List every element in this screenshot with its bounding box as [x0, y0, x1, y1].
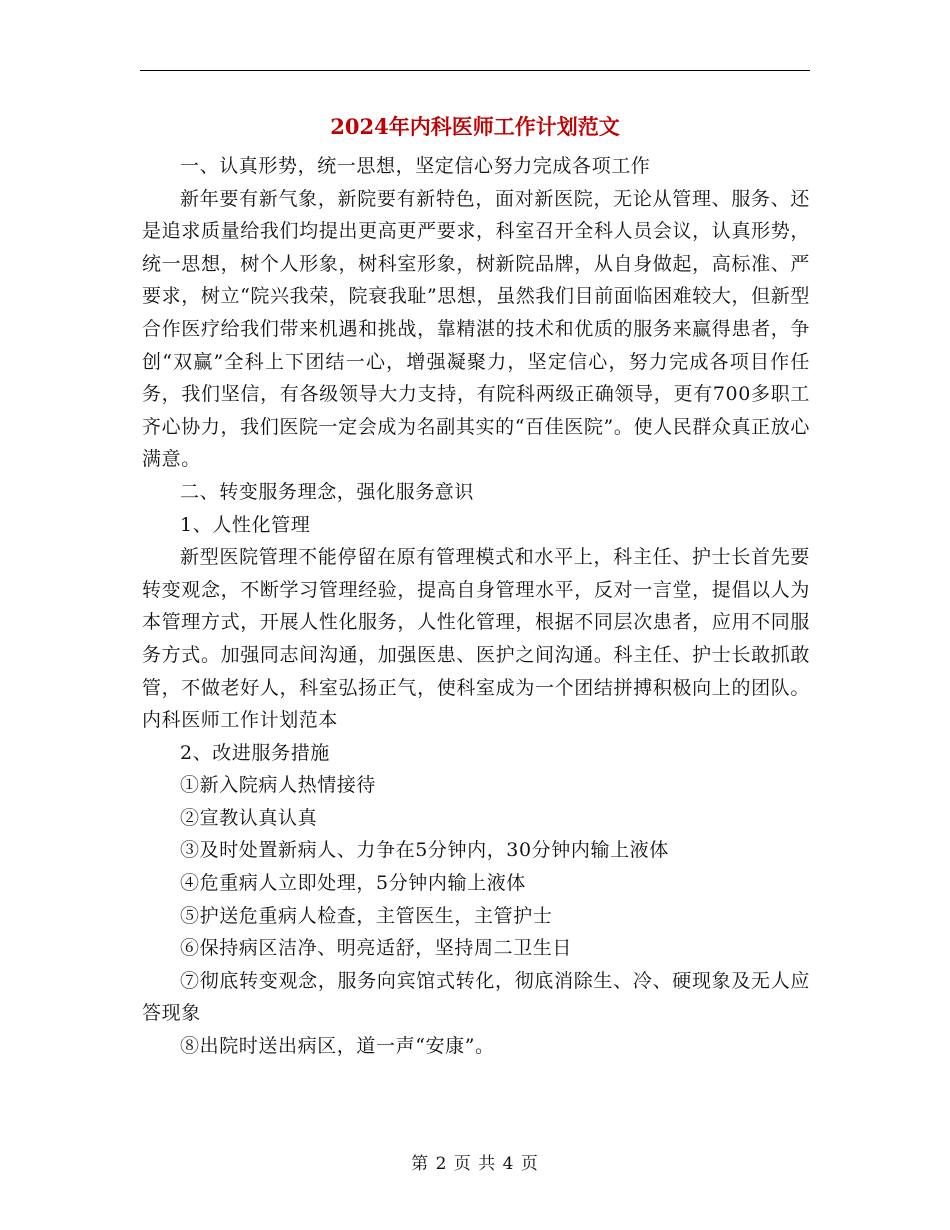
subsection-heading: 2、改进服务措施: [180, 741, 330, 764]
section-heading: 一、认真形势，统一思想，坚定信心努力完成各项工作: [180, 155, 651, 177]
document-body: [142, 150, 810, 1063]
document-title: 2024年内科医师工作计划范文: [330, 114, 620, 139]
body-paragraph: 新型医院管理不能停留在原有管理模式和水平上，科主任、护士长首先要转变观念，不断学习管理经验，提高自身管理水平，反对一言堂，提倡以人为本管理方式，开展人性化服务，人性化管理，根据不同层次患者，应用不同服务方式。加强同志间沟通，加强医患、医护之间沟通。科主任、护士长敢抓敢管，不做老好人，科室弘扬正气，使科室成为一个团结拼搏积极向上的团队。内科医师工作计划范本: [142, 546, 810, 732]
list-item: ⑥保持病区洁净、明亮适舒，坚持周二卫生日: [180, 937, 573, 960]
list-item: ⑧出院时送出病区，道一声“安康”。: [180, 1035, 495, 1058]
list-item: ③及时处置新病人、力争在5分钟内，30分钟内输上液体: [180, 839, 669, 862]
page-number-footer: 第 2 页 共 4 页: [411, 1154, 539, 1174]
section-heading: 二、转变服务理念，强化服务意识: [180, 480, 475, 503]
list-item: ④危重病人立即处理，5分钟内输上液体: [180, 872, 526, 895]
list-item: ⑦彻底转变观念，服务向宾馆式转化，彻底消除生、冷、硬现象及无人应答现象: [142, 969, 810, 1025]
list-item: ②宣教认真认真: [180, 806, 318, 829]
list-item: ①新入院病人热情接待: [180, 774, 377, 797]
header-rule: [140, 70, 810, 71]
subsection-heading: 1、人性化管理: [180, 513, 311, 536]
list-item: ⑤护送危重病人检查，主管医生，主管护士: [180, 904, 553, 927]
body-paragraph: 新年要有新气象，新院要有新特色，面对新医院，无论从管理、服务、还是追求质量给我们均提出更高更严要求，科室召开全科人员会议，认真形势，统一思想，树个人形象，树科室形象，树新院品牌，从自身做起，高标准、严要求，树立“院兴我荣，院衰我耻”思想，虽然我们目前面临困难较大，但新型合作医疗给我们带来机遇和挑战，靠精湛的技术和优质的服务来赢得患者，争创“双赢”全科上下团结一心，增强凝聚力，坚定信心，努力完成各项目作任务，我们坚信，有各级领导大力支持，有院科两级正确领导，更有700多职工齐心协力，我们医院一定会成为名副其实的“百佳医院”。使人民群众真正放心满意。: [142, 187, 810, 471]
